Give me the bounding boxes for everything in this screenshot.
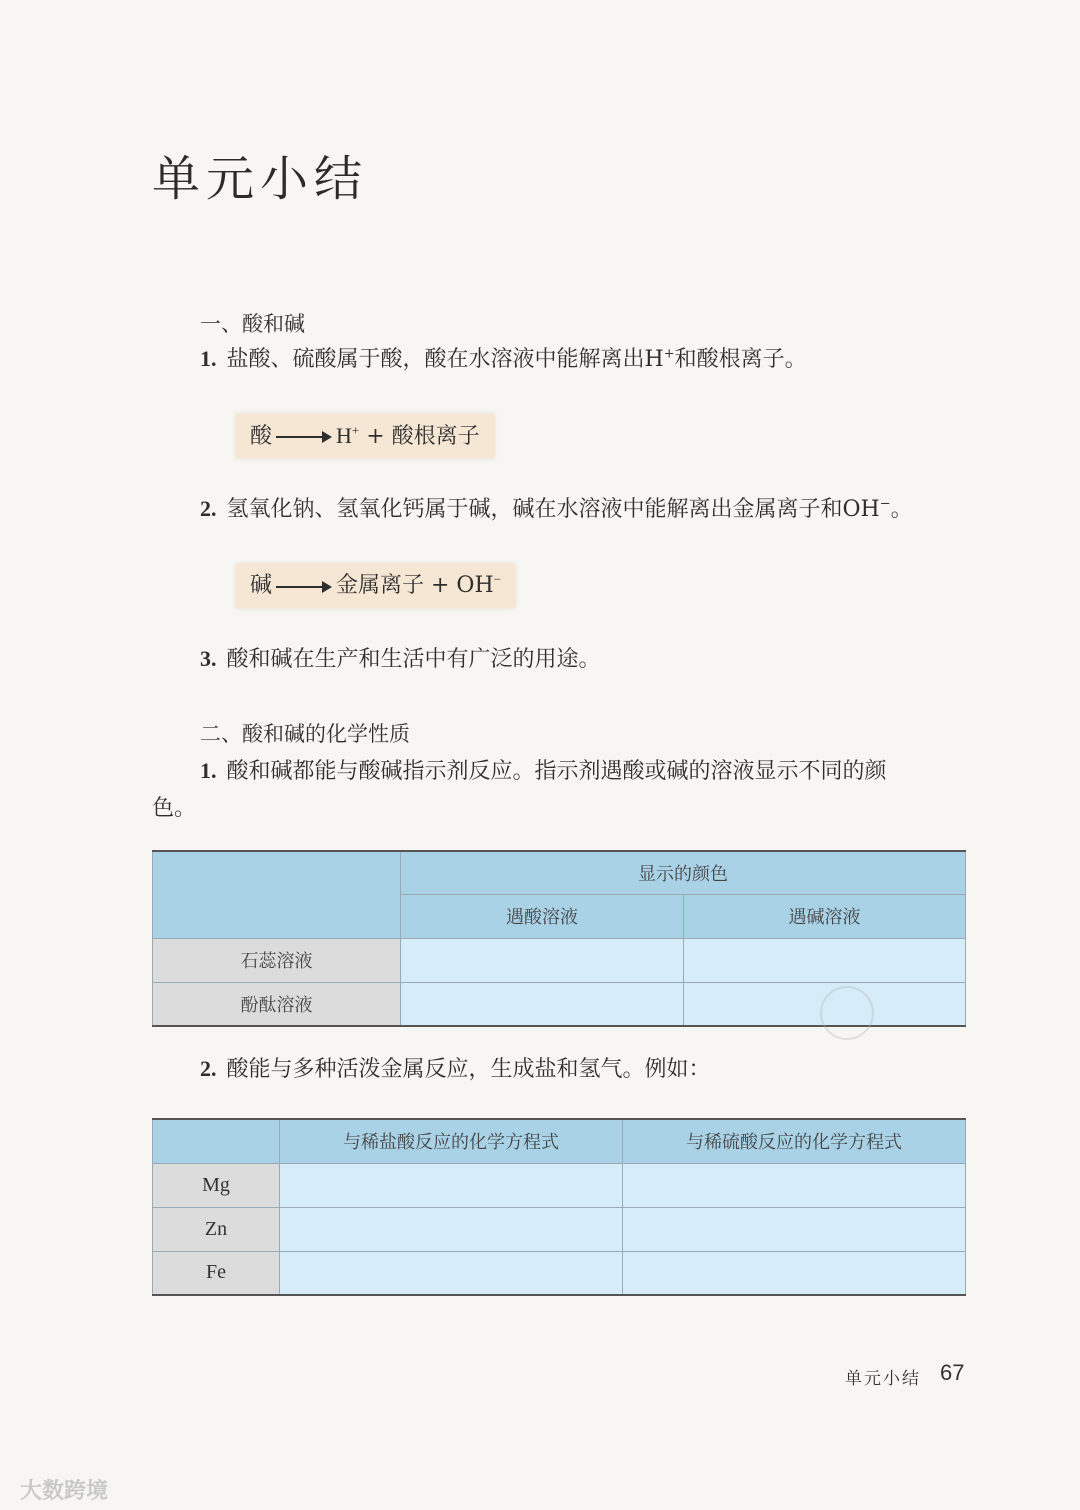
- formula-h-ion: H: [336, 423, 352, 448]
- item-number: 3.: [200, 646, 217, 671]
- table-cell: [684, 938, 966, 982]
- table-row-header: Fe: [153, 1251, 280, 1295]
- section-heading-chemical-properties: 二、酸和碱的化学性质: [200, 722, 410, 746]
- formula-reactant: 碱: [250, 573, 273, 598]
- table-row: [153, 938, 966, 982]
- table-cell: [280, 1251, 623, 1295]
- formula-product: + 酸根离子: [366, 424, 480, 449]
- text: 酸和碱在生产和生活中有广泛的用途。: [226, 647, 601, 672]
- item-number: 1.: [200, 758, 217, 783]
- text: 盐酸、硫酸属于酸，酸在水溶液中能解离出H: [226, 347, 664, 372]
- superscript: −: [879, 496, 891, 512]
- text: 酸和碱都能与酸碱指示剂反应。指示剂遇酸或碱的溶液显示不同的颜: [226, 759, 887, 784]
- footer-section-label: 单元小结: [845, 1369, 921, 1389]
- item-number: 1.: [200, 346, 217, 371]
- registered-mark-icon: [820, 986, 874, 1040]
- table-cell: [623, 1207, 966, 1251]
- table-column-header: 遇碱溶液: [684, 894, 966, 938]
- table-column-header: 与稀盐酸反应的化学方程式: [280, 1119, 623, 1163]
- text: 和酸根离子。: [674, 347, 807, 372]
- item-number: 2.: [200, 496, 217, 521]
- page-number: 67: [940, 1360, 965, 1385]
- table-row-header: 石蕊溶液: [153, 938, 401, 982]
- page-title: 单元小结: [152, 151, 369, 207]
- formula-reactant: 酸: [250, 424, 273, 449]
- table-cell: [280, 1163, 623, 1207]
- paragraph-metal-reaction: [200, 1050, 711, 1089]
- text: 氢氧化钠、氢氧化钙属于碱，碱在水溶液中能解离出金属离子和OH: [226, 497, 880, 522]
- table-row: [153, 1251, 966, 1295]
- paragraph-uses: [200, 640, 601, 679]
- table-cell: [401, 982, 684, 1026]
- table-row-header: Zn: [153, 1207, 280, 1251]
- paragraph-base-definition: [200, 490, 913, 529]
- table-row: [153, 1163, 966, 1207]
- superscript: −: [493, 571, 502, 587]
- table-column-header: 与稀硫酸反应的化学方程式: [623, 1119, 966, 1163]
- paragraph-acid-definition: [200, 340, 807, 379]
- text: 。: [890, 497, 913, 522]
- table-cell: [623, 1163, 966, 1207]
- formula-product: 金属离子 + OH: [336, 573, 494, 598]
- paragraph-indicators-cont: 色。: [152, 796, 197, 821]
- table-row: [153, 1207, 966, 1251]
- watermark-logo: 大数跨境: [20, 1479, 109, 1504]
- table-corner-cell: [153, 851, 401, 938]
- arrow-icon: [276, 414, 332, 458]
- table-row-header: 酚酞溶液: [153, 982, 401, 1026]
- item-number: 2.: [200, 1056, 217, 1081]
- table-column-header: 遇酸溶液: [401, 894, 684, 938]
- metal-reaction-table: [152, 1118, 966, 1296]
- table-cell: [623, 1251, 966, 1295]
- table-row-header: Mg: [153, 1163, 280, 1207]
- text: 酸能与多种活泼金属反应，生成盐和氢气。例如：: [226, 1057, 711, 1082]
- table-corner-cell: [153, 1119, 280, 1163]
- superscript: +: [663, 346, 675, 362]
- paragraph-indicators: [200, 752, 970, 791]
- section-heading-acid-base: 一、酸和碱: [200, 312, 305, 336]
- superscript: +: [351, 422, 360, 438]
- table-cell: [280, 1207, 623, 1251]
- arrow-icon: [276, 564, 332, 608]
- table-group-header: 显示的颜色: [401, 851, 966, 894]
- formula-base-ionization: [236, 564, 515, 608]
- table-cell: [401, 938, 684, 982]
- formula-acid-ionization: [236, 414, 494, 458]
